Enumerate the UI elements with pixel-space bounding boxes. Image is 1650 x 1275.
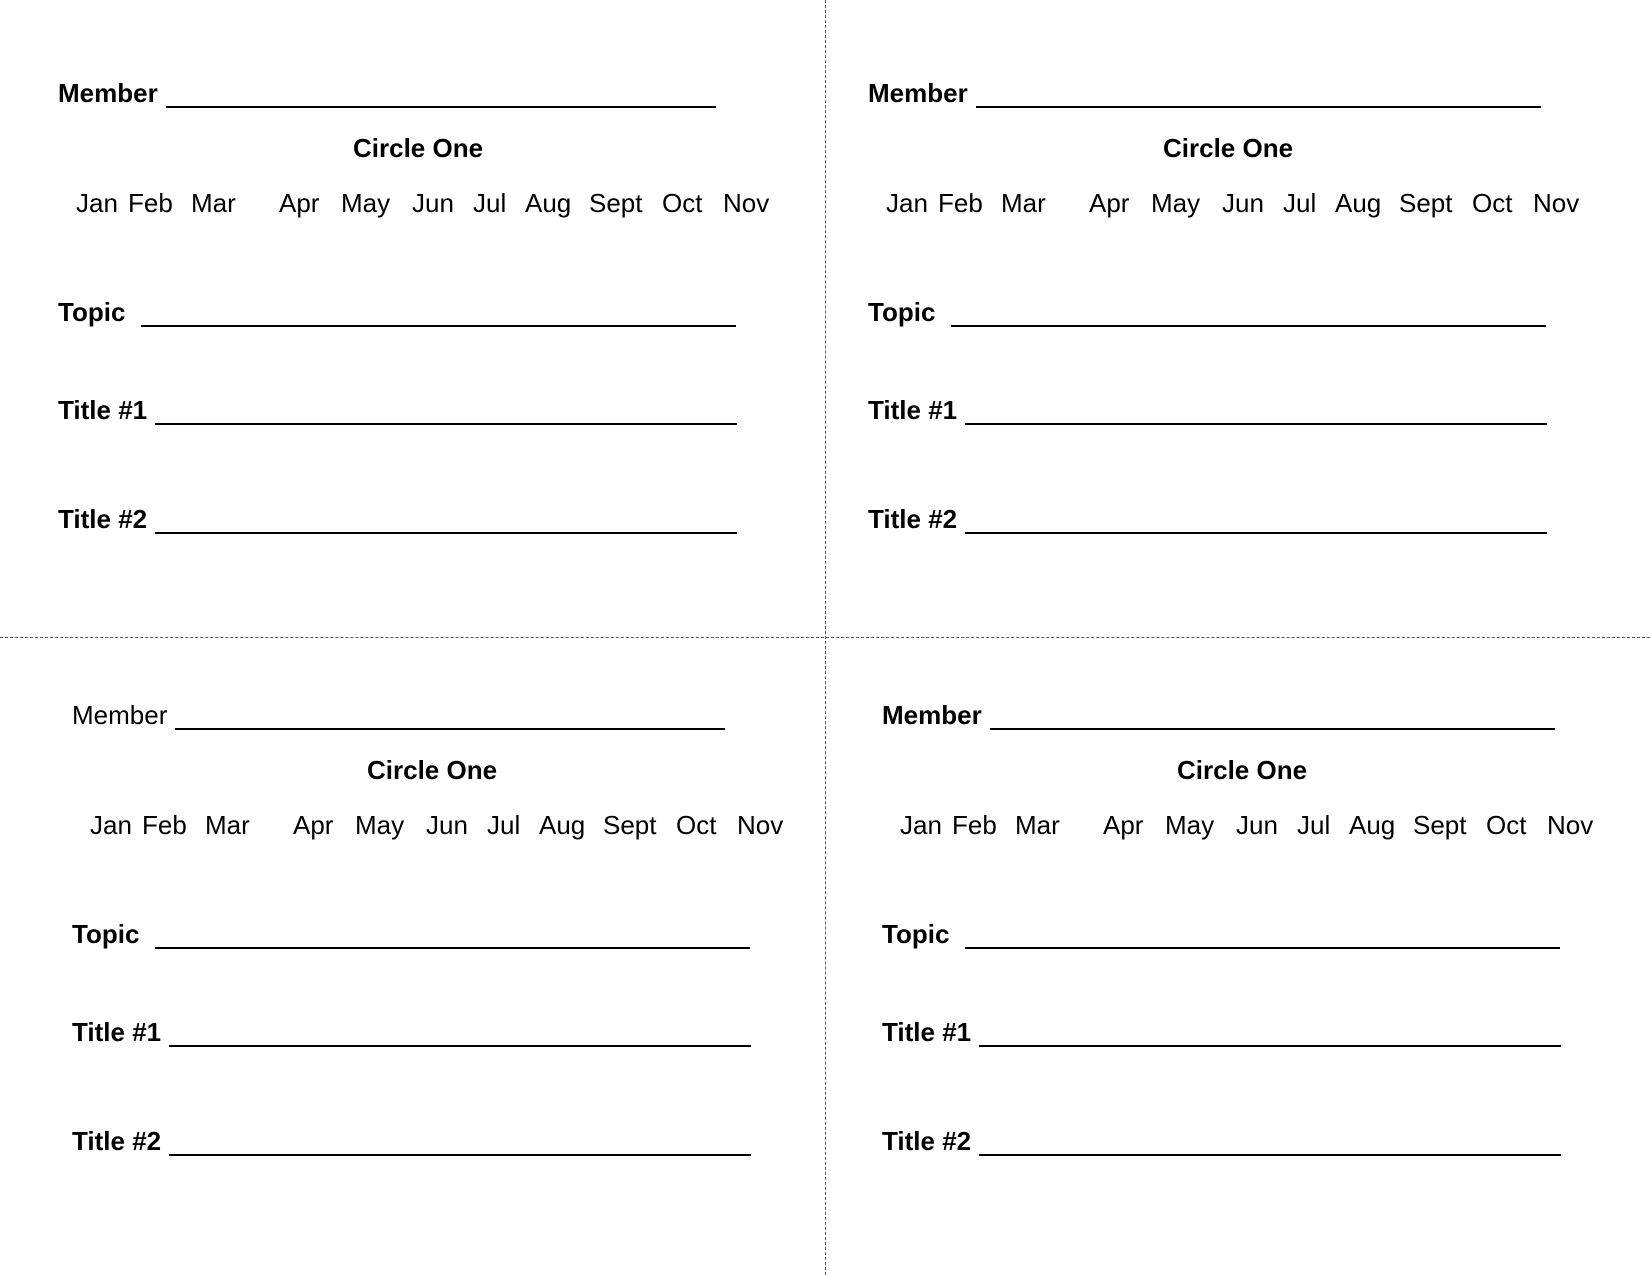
title2-row xyxy=(58,504,737,534)
month-option[interactable]: Jul xyxy=(487,810,521,840)
circle-one-label: Circle One xyxy=(1163,133,1294,163)
topic-field[interactable] xyxy=(155,923,750,949)
month-option[interactable]: May xyxy=(355,810,405,840)
month-option[interactable]: Mar xyxy=(191,188,236,218)
month-option[interactable]: Nov xyxy=(737,810,784,840)
circle-one-label: Circle One xyxy=(1177,755,1308,785)
circle-one-label: Circle One xyxy=(353,133,484,163)
title2-field[interactable] xyxy=(155,508,737,534)
member-field[interactable] xyxy=(166,82,716,108)
topic-field[interactable] xyxy=(141,301,736,327)
month-option[interactable]: Jun xyxy=(412,188,454,218)
horizontal-cut-line xyxy=(0,637,1650,638)
month-option[interactable]: Oct xyxy=(1486,810,1527,840)
month-option[interactable]: Apr xyxy=(1103,810,1144,840)
month-option[interactable]: Nov xyxy=(1533,188,1580,218)
member-label: Member xyxy=(868,78,968,108)
topic-row xyxy=(882,919,1560,949)
title2-row xyxy=(868,504,1547,534)
title1-label: Title #1 xyxy=(72,1017,162,1047)
topic-label: Topic xyxy=(882,919,950,949)
topic-label: Topic xyxy=(58,297,126,327)
title1-row xyxy=(882,1017,1561,1047)
title2-field[interactable] xyxy=(979,1130,1561,1156)
month-option[interactable]: May xyxy=(1165,810,1215,840)
member-row xyxy=(882,700,1555,730)
topic-label: Topic xyxy=(72,919,140,949)
title2-label: Title #2 xyxy=(868,504,958,534)
card-bottom-left xyxy=(72,692,832,1252)
month-option[interactable]: Sept xyxy=(1399,188,1453,218)
month-option[interactable]: Feb xyxy=(142,810,187,840)
topic-row xyxy=(868,297,1546,327)
month-option[interactable]: Nov xyxy=(723,188,770,218)
month-option[interactable]: Aug xyxy=(539,810,586,840)
circle-one-label: Circle One xyxy=(367,755,498,785)
month-option[interactable]: Sept xyxy=(603,810,657,840)
month-option[interactable]: Sept xyxy=(589,188,643,218)
title1-field[interactable] xyxy=(965,399,1547,425)
month-option[interactable]: Jul xyxy=(1283,188,1317,218)
month-option[interactable]: Oct xyxy=(662,188,703,218)
month-option[interactable]: Aug xyxy=(525,188,572,218)
month-option[interactable]: Jan xyxy=(900,810,942,840)
card-top-right xyxy=(868,70,1628,630)
month-option[interactable]: Aug xyxy=(1335,188,1382,218)
month-option[interactable]: Jul xyxy=(473,188,507,218)
member-field[interactable] xyxy=(175,704,725,730)
title1-row xyxy=(58,395,737,425)
month-option[interactable]: Mar xyxy=(1015,810,1060,840)
month-option[interactable]: Oct xyxy=(676,810,717,840)
topic-row xyxy=(72,919,750,949)
member-field[interactable] xyxy=(976,82,1541,108)
topic-field[interactable] xyxy=(965,923,1560,949)
month-option[interactable]: Aug xyxy=(1349,810,1396,840)
month-option[interactable]: Apr xyxy=(1089,188,1130,218)
month-option[interactable]: Sept xyxy=(1413,810,1467,840)
month-option[interactable]: Jan xyxy=(90,810,132,840)
month-option[interactable]: Feb xyxy=(128,188,173,218)
member-label: Member xyxy=(882,700,982,730)
title2-row xyxy=(882,1126,1561,1156)
topic-label: Topic xyxy=(868,297,936,327)
title1-row xyxy=(868,395,1547,425)
title2-field[interactable] xyxy=(965,508,1547,534)
month-option[interactable]: Jul xyxy=(1297,810,1331,840)
title1-field[interactable] xyxy=(155,399,737,425)
topic-row xyxy=(58,297,736,327)
member-row xyxy=(868,78,1541,108)
member-field[interactable] xyxy=(990,704,1555,730)
month-option[interactable]: Oct xyxy=(1472,188,1513,218)
month-option[interactable]: Feb xyxy=(938,188,983,218)
title2-row xyxy=(72,1126,751,1156)
month-option[interactable]: Mar xyxy=(1001,188,1046,218)
month-option[interactable]: Jun xyxy=(426,810,468,840)
topic-field[interactable] xyxy=(951,301,1546,327)
month-option[interactable]: Jan xyxy=(886,188,928,218)
title1-label: Title #1 xyxy=(58,395,148,425)
month-option[interactable]: Apr xyxy=(279,188,320,218)
title1-row xyxy=(72,1017,751,1047)
month-option[interactable]: Nov xyxy=(1547,810,1594,840)
member-row xyxy=(72,700,725,730)
title2-label: Title #2 xyxy=(882,1126,972,1156)
month-option[interactable]: Jun xyxy=(1236,810,1278,840)
title1-label: Title #1 xyxy=(882,1017,972,1047)
month-option[interactable]: May xyxy=(341,188,391,218)
month-option[interactable]: Feb xyxy=(952,810,997,840)
title2-label: Title #2 xyxy=(72,1126,162,1156)
card-top-left xyxy=(58,70,818,630)
month-option[interactable]: Jun xyxy=(1222,188,1264,218)
card-bottom-right xyxy=(882,692,1642,1252)
title1-label: Title #1 xyxy=(868,395,958,425)
month-option[interactable]: Jan xyxy=(76,188,118,218)
month-option[interactable]: Mar xyxy=(205,810,250,840)
member-label: Member xyxy=(72,700,168,730)
title2-field[interactable] xyxy=(169,1130,751,1156)
title1-field[interactable] xyxy=(169,1021,751,1047)
month-option[interactable]: May xyxy=(1151,188,1201,218)
member-row xyxy=(58,78,716,108)
month-option[interactable]: Apr xyxy=(293,810,334,840)
title1-field[interactable] xyxy=(979,1021,1561,1047)
title2-label: Title #2 xyxy=(58,504,148,534)
member-label: Member xyxy=(58,78,158,108)
